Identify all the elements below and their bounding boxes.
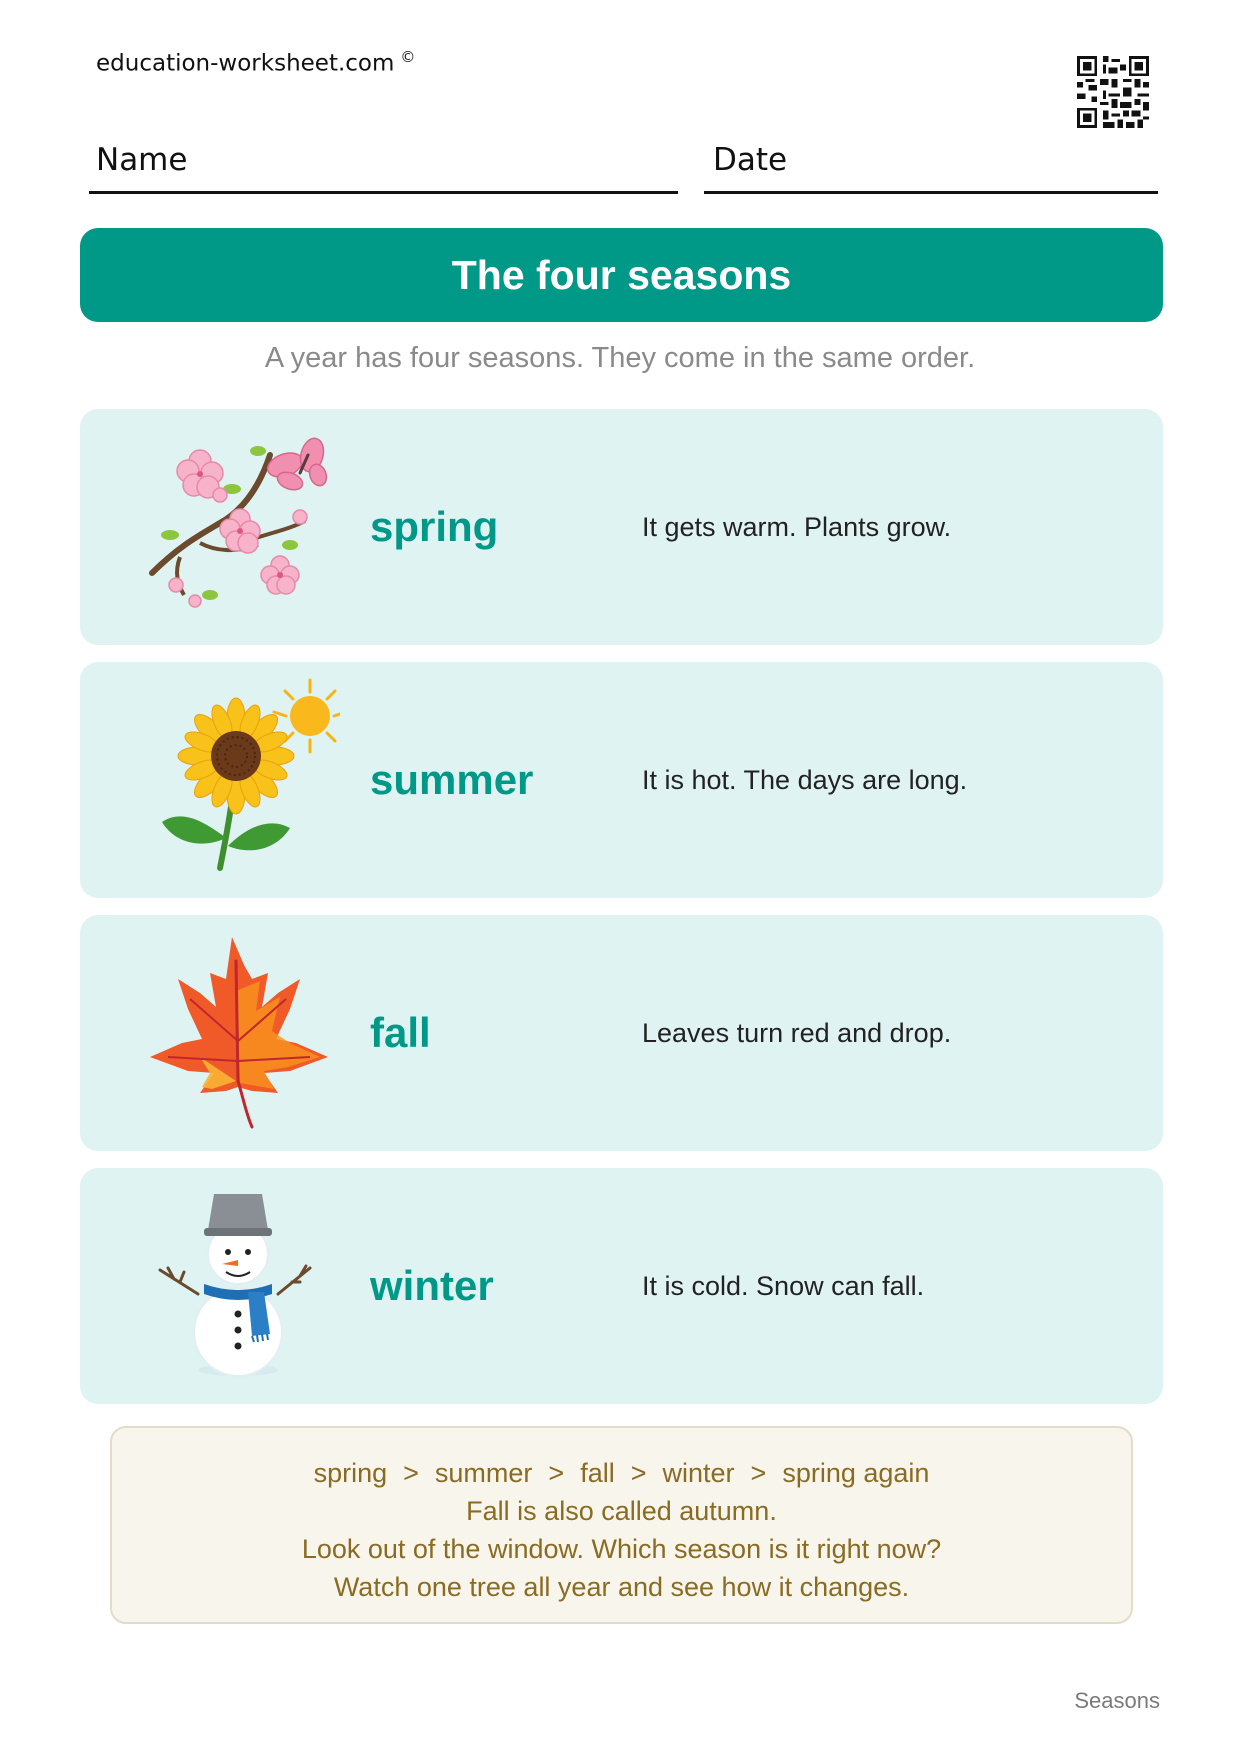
footer-label: Seasons (1074, 1688, 1160, 1713)
title-text: The four seasons (451, 251, 792, 298)
season-name: spring (370, 503, 499, 550)
cycle-step: summer (434, 1458, 533, 1488)
cycle-arrow: > (750, 1458, 767, 1488)
name-field[interactable] (89, 142, 678, 194)
season-card-fall (80, 915, 1163, 1151)
worksheet-title (80, 228, 1163, 322)
cycle-arrow: > (403, 1458, 419, 1488)
season-description: It gets warm. Plants grow. (642, 511, 952, 542)
cycle-step: winter (662, 1458, 735, 1488)
notes-box (110, 1426, 1133, 1624)
cycle-arrow: > (630, 1458, 647, 1488)
date-field[interactable] (704, 142, 1158, 194)
cycle-step: spring (313, 1458, 388, 1488)
season-card-winter (80, 1168, 1163, 1404)
season-description: It is hot. The days are long. (642, 764, 968, 795)
note-line: Look out of the window. Which season is it right now? (301, 1534, 942, 1564)
cycle-step: fall (580, 1458, 615, 1488)
season-cycle (112, 1454, 1131, 1492)
intro-text: A year has four seasons. They come in the same order. (264, 342, 976, 374)
sunflower-sun-icon (140, 678, 340, 882)
site-name (96, 48, 415, 77)
snowman-icon (140, 1184, 340, 1388)
date-label: Date (713, 142, 788, 178)
season-card-spring (80, 409, 1163, 645)
cherry-blossom-butterfly-icon (140, 425, 340, 629)
season-name: summer (370, 756, 534, 803)
maple-leaf-icon (140, 931, 340, 1135)
note-line: Fall is also called autumn. (466, 1496, 777, 1526)
note-line: Watch one tree all year and see how it changes. (333, 1572, 910, 1602)
cycle-step: spring again (782, 1458, 930, 1488)
season-name: fall (370, 1009, 431, 1056)
season-description: It is cold. Snow can fall. (642, 1270, 925, 1301)
season-name: winter (370, 1262, 494, 1309)
copyright-mark: © (400, 48, 416, 66)
site-text: education-worksheet.com (96, 50, 395, 77)
season-description: Leaves turn red and drop. (642, 1017, 952, 1048)
season-card-summer (80, 662, 1163, 898)
qr-code-icon (1077, 56, 1149, 128)
name-label: Name (96, 142, 188, 178)
cycle-arrow: > (548, 1458, 565, 1488)
